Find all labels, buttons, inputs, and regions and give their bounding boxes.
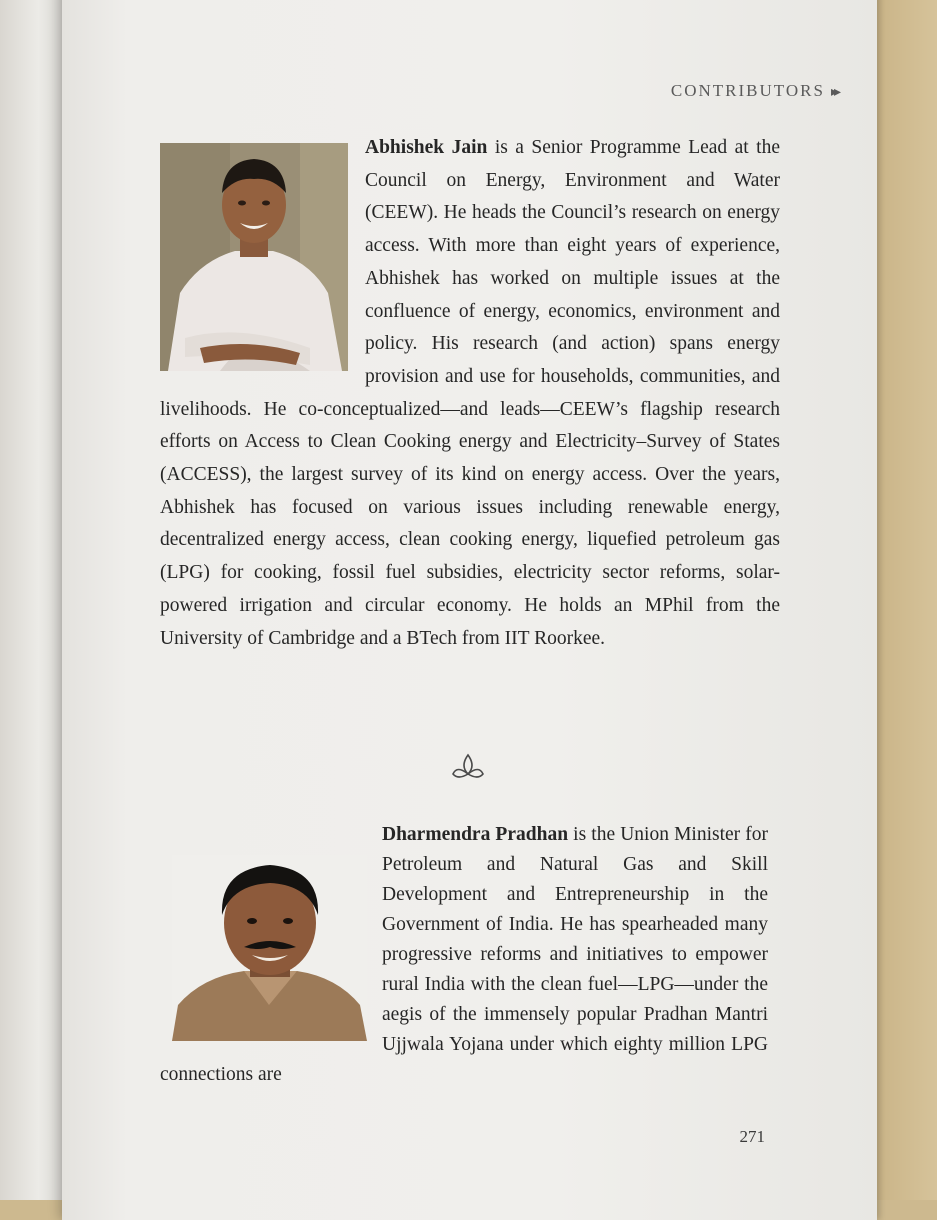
contributor-bio: is a Senior Programme Lead at the Council on Energy, Environment and Water (CEEW). He heads the Council’s research on energy access. With more than eight years of experience, Abhishek has worked on multiple issues at the confluence of energy, economics, environment and policy. His research (and action) spans energy provision and use for households, communities, and livelihoods. He co-conceptualized—and leads—CEEW’s flagship research efforts on Access to Clean Cooking energy and Electricity–Survey of States (ACCESS), the largest survey of its kind on energy access. Over the years, Abhishek has focused on various issues including renewable energy, decentralized energy access, clean cooking energy, liquefied petroleum gas (LPG) for cooking, fossil fuel subsidies, electricity sector reforms, solar-powered irrigation and circular economy. He holds an MPhil from the University of Cambridge and a BTech from IIT Roorkee.: [160, 137, 781, 649]
running-head: [671, 81, 837, 101]
triquetra-ornament-icon: [449, 752, 487, 782]
contributor-name: Abhishek Jain: [365, 137, 488, 158]
desk-background: [867, 0, 937, 1200]
contributor-entry-2: [160, 820, 768, 1090]
contributor-bio: is the Union Minister for Petroleum and Natural Gas and Skill Development and Entrepreneurship in the Government of India. He has spearheaded many progressive reforms and initiatives to empower rural India with the clean fuel—LPG—under the aegis of the immensely popular Pradhan Mantri Ujjwala Yojana under which eighty million LPG connections are: [160, 824, 768, 1085]
contributor-name: Dharmendra Pradhan: [382, 824, 569, 845]
facing-page-edge: [0, 0, 70, 1200]
double-arrow-icon: ▸▸: [830, 85, 837, 100]
running-head-label: CONTRIBUTORS: [670, 81, 825, 100]
page-number: 271: [739, 1127, 765, 1146]
contributor-entry-1: [160, 132, 780, 655]
